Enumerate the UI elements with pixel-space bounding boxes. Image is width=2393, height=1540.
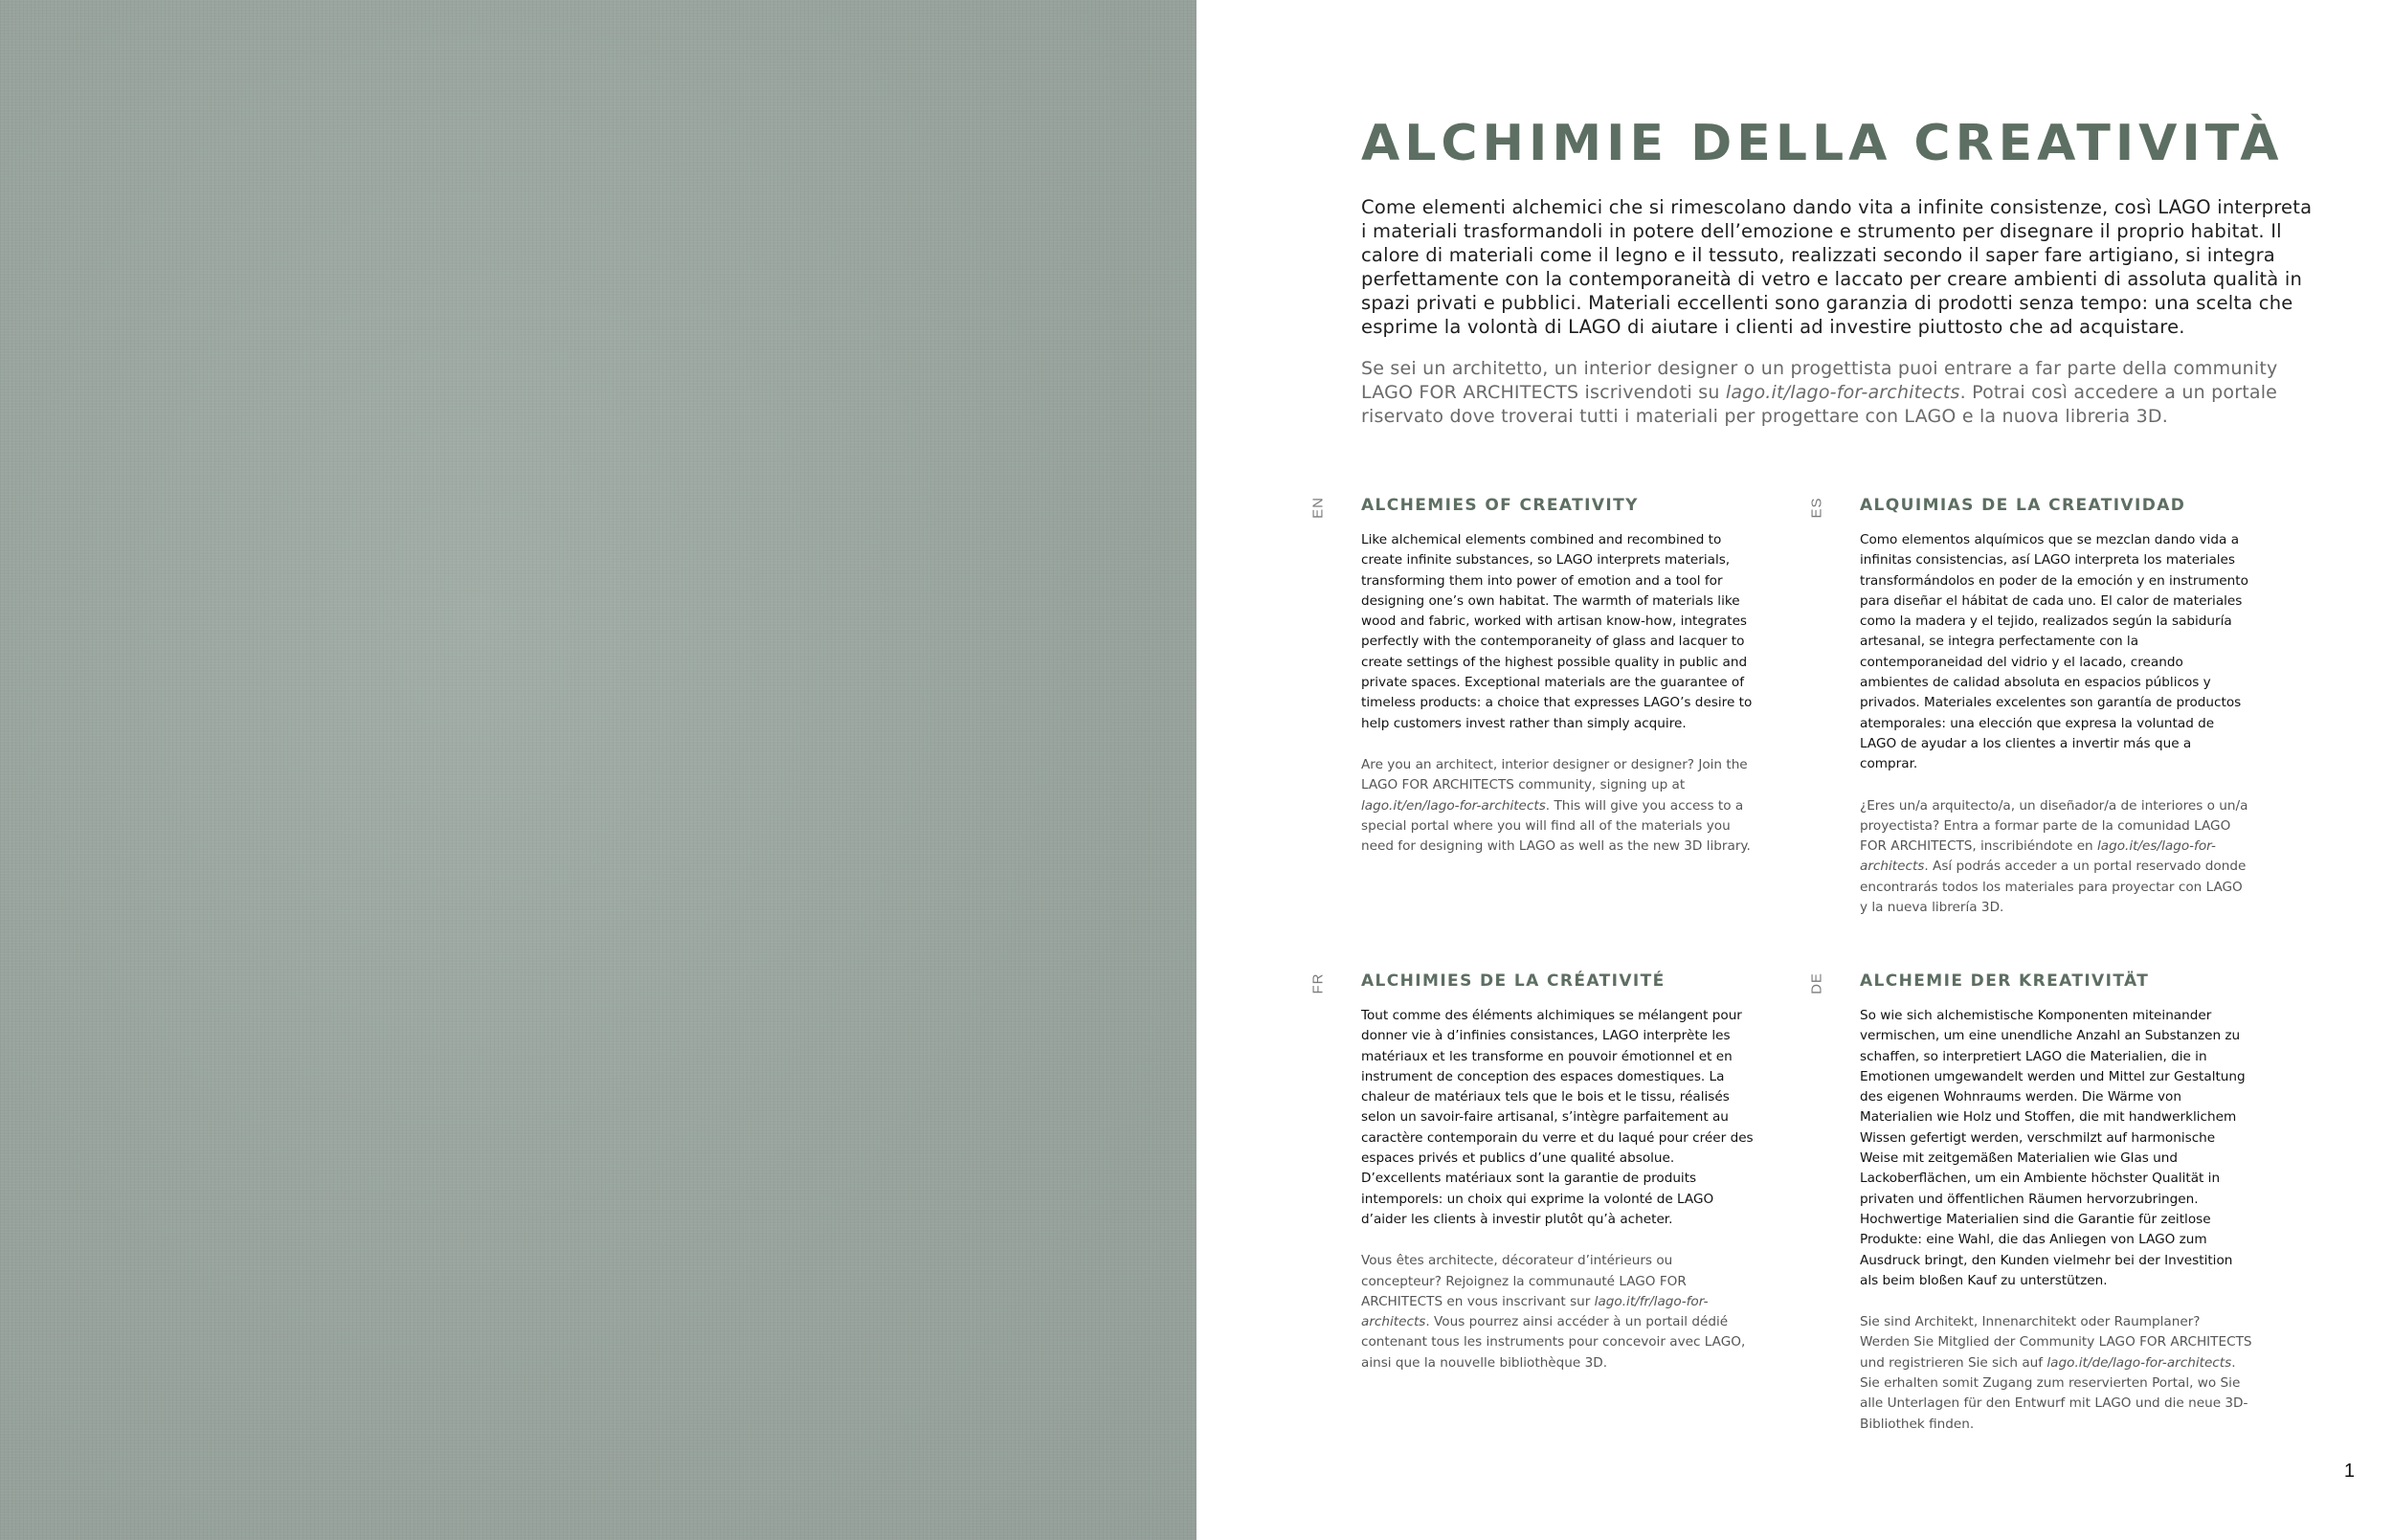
section-note-text: ¿Eres un/a arquitecto/a, un diseñador/a de interiores o un/a proyectista? Entra a formar parte de la comunidad LAGO FOR ARCHITECTS, inscribiéndote en xyxy=(1860,797,2248,855)
section-es xyxy=(1808,496,2271,918)
section-heading: ALCHEMIES OF CREATIVITY xyxy=(1361,496,1639,515)
language-label: DE xyxy=(1808,972,1825,994)
section-heading: ALCHIMIES DE LA CRÉATIVITÉ xyxy=(1361,971,1666,991)
section-body: Como elementos alquímicos que se mezclan dando vida a infinitas consistencias, así LAGO interpreta los materiales transformándolos en poder de la emoción y en instrumento para diseñar el hábitat de cada uno. El calor de materiales como la madera y el tejido, realizados según la sabiduría artesanal, se integra perfectamente con la contemporaneidad del vidrio y el lacado, creando ambientes de calidad absoluta en espacios públicos y privados. Materiales excelentes son garantía de productos atemporales: una elección que expresa la voluntad de LAGO de ayudar a los clientes a invertir más que a comprar. xyxy=(1860,532,2248,772)
section-note-link[interactable]: lago.it/de/lago-for-architects xyxy=(2046,1354,2232,1371)
intro-note-text-end: . Potrai così accedere a un portale riservato dove troverai tutti i materiali per progettare con LAGO e la nuova libreria 3D. xyxy=(1361,382,2278,427)
section-note-text-end: . Vous pourrez ainsi accéder à un portail dédié contenant tous les instruments pour concevoir avec LAGO, ainsi que la nouvelle bibliothèque 3D. xyxy=(1361,1314,1746,1371)
section-note-link[interactable]: lago.it/fr/lago-for-architects xyxy=(1361,1293,1709,1330)
page-title: ALCHIMIE DELLA CREATIVITÀ xyxy=(1361,115,2284,172)
section-note xyxy=(1860,1312,2252,1435)
language-label: ES xyxy=(1808,497,1825,519)
section-note-text: Are you an architect, interior designer or designer? Join the LAGO FOR ARCHITECTS community, signing up at xyxy=(1361,756,1748,793)
intro-note-text: Se sei un architetto, un interior designer o un progettista puoi entrare a far parte della community LAGO FOR ARCHITECTS iscrivendoti su xyxy=(1361,358,2278,403)
intro-paragraph: Come elementi alchemici che si rimescolano dando vita a infinite consistenze, così LAGO interpreta i materiali trasformandoli in potere dell’emozione e strumento per disegnare il proprio habitat. Il calore di materiali come il legno e il tessuto, realizzati secondo il saper fare artigiano, si integra perfettamente con la contemporaneità di vetro e laccato per creare ambienti di assoluta qualità in spazi privati e pubblici. Materiali eccellenti sono garanzia di prodotti senza tempo: una scelta che esprime la volontà di LAGO di aiutare i clienti ad investire piuttosto che ad acquistare. xyxy=(1361,196,2313,338)
section-heading: ALQUIMIAS DE LA CREATIVIDAD xyxy=(1860,496,2186,515)
section-body: So wie sich alchemistische Komponenten miteinander vermischen, um eine unendliche Anzahl an Substanzen zu schaffen, so interpretiert LAGO die Materialien, die in Emotionen umgewandelt werden und Mittel zur Gestaltung des eigenen Wohnraums werden. Die Wärme von Materialien wie Holz und Stoffen, die mit handwerklichem Wissen gefertigt werden, verschmilzt auf harmonische Weise mit zeitgemäßen Materialien wie Glas und Lackoberflächen, um ein Ambiente höchster Qualität in privaten und öffentlichen Räumen hervorzubringen. Hochwertige Materialien sind die Garantie für zeitlose Produkte: eine Wahl, die das Anliegen von LAGO zum Ausdruck bringt, den Kunden vielmehr bei der Investition als beim bloßen Kauf zu unterstützen. xyxy=(1860,1008,2246,1288)
section-note-text-end: . Así podrás acceder a un portal reservado donde encontrarás todos los materiales para proyectar con LAGO y la nueva librería 3D. xyxy=(1860,859,2247,916)
section-body: Tout comme des éléments alchimiques se mélangent pour donner vie à d’infinies consistances, LAGO interprète les matériaux et les transforme en pouvoir émotionnel et en instrument de conception des espaces domestiques. La chaleur de matériaux tels que le bois et le tissu, réalisés selon un savoir-faire artisanal, s’intègre parfaitement au caractère contemporain du verre et du laqué pour créer des espaces privés et publics d’une qualité absolue. D’excellents matériaux sont la garantie de produits intemporels: un choix qui exprime la volonté de LAGO d’aider les clients à investir plutôt qu’à acheter. xyxy=(1361,1008,1754,1227)
section-body: Like alchemical elements combined and recombined to create infinite substances, so LAGO interprets materials, transforming them into power of emotion and a tool for designing one’s own habitat. The warmth of materials like wood and fabric, worked with artisan know-how, integrates perfectly with the contemporaneity of glass and lacquer to create settings of the highest possible quality in public and private spaces. Exceptional materials are the guarantee of timeless products: a choice that expresses LAGO’s desire to help customers invest rather than simply acquire. xyxy=(1361,532,1753,731)
section-note-text-end: . This will give you access to a special portal where you will find all of the materials you need for designing with LAGO as well as the new 3D library. xyxy=(1361,797,1751,855)
page-number: 1 xyxy=(2343,1461,2355,1482)
section-note xyxy=(1361,755,1754,857)
section-heading: ALCHEMIE DER KREATIVITÄT xyxy=(1860,971,2150,991)
section-note-text-end: . Sie erhalten somit Zugang zum reservierten Portal, wo Sie alle Unterlagen für den Entwurf mit LAGO und die neue 3D-Bibliothek finden. xyxy=(1860,1354,2248,1432)
material-swatch-image xyxy=(0,0,1196,1540)
language-label: EN xyxy=(1309,497,1327,519)
section-note xyxy=(1361,1251,1754,1373)
text-page xyxy=(1196,0,2393,1540)
section-note-text: Sie sind Architekt, Innenarchitekt oder Raumplaner? Werden Sie Mitglied der Community LAGO FOR ARCHITECTS und registrieren Sie sich auf xyxy=(1860,1314,2252,1371)
section-note-link[interactable]: lago.it/en/lago-for-architects xyxy=(1361,797,1546,814)
language-label: FR xyxy=(1309,972,1327,994)
section-de xyxy=(1808,971,2271,1435)
intro-note-link[interactable]: lago.it/lago-for-architects xyxy=(1725,382,1960,403)
intro-note xyxy=(1361,357,2318,429)
section-en xyxy=(1309,496,1773,857)
section-note-link[interactable]: lago.it/es/lago-for-architects xyxy=(1860,838,2216,875)
section-fr xyxy=(1309,971,1773,1373)
section-note xyxy=(1860,796,2252,919)
section-note-text: Vous êtes architecte, décorateur d’intérieurs ou concepteur? Rejoignez la communauté LAGO FOR ARCHITECTS en vous inscrivant sur xyxy=(1361,1253,1687,1309)
